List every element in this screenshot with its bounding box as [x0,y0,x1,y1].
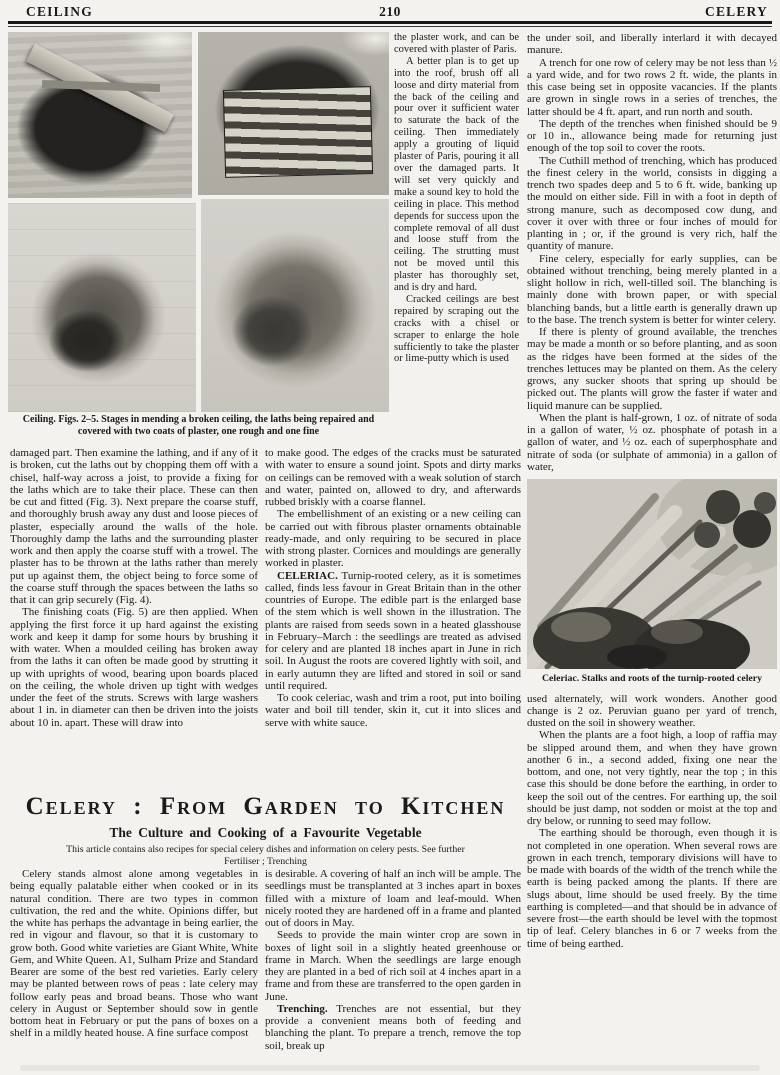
paragraph: The finishing coats (Fig. 5) are then applied. When applying the first force it up hard against the existing work and keep it damp for some hours by brushing it with water. When a moulded ceiling has broken away from the laths it can often be made good by strutting it up with uprights of wood, bearing upon boards placed on the ceiling, the whole driven up tight with wedges under the feet of the struts. Screws with large washers about 1 in. in diameter can then be driven into the joists about 10 in. apart. These will draw into [10,606,258,729]
article-note-line1: This article contains also recipes for special celery dishes and information on celery pests. See further [66,844,465,855]
laths-stripes-shape [223,86,373,178]
figure-3-new-laths-photo [198,32,389,195]
paragraph: The embellishment of an existing or a new ceiling can be carried out with fibrous plaster ornaments obtainable ready-made, and only requiring to be secured in place with strong plaster. Cornices and mouldings are generally worked in plaster. [265,508,521,570]
page-number: 210 [379,4,401,19]
column-middle [265,447,521,729]
article-note-line2: Fertiliser ; Trenching [224,855,307,867]
header-rule-thin [8,26,772,27]
ceiling-figures-block [8,32,389,412]
page-bottom-shadow [20,1065,760,1071]
celery-article-heading [10,793,521,867]
trenching-paragraph [265,1003,521,1052]
paragraph: Celery stands almost alone among vegetables in being equally palatable either when cooked or in its natural condition. There are two types in common cultivation, the red and the white. Opinions differ, but the white has perhaps the advantage in being earlier, the red in vigour and flavour, so that it is customary to grow both. Good white varieties are Giant White, White Gem, and White Queen. A1, Sulham Prize and Standard Bearer are some of the best red varieties. Early celery may be planted between rows of peas : late celery may follow early peas and broad beans. Those who want celery in August or September should sow in gentle bottom heat in February or put the pans of boxes on a shelf in a mildly heated house. A fine surface compost [10,868,258,1040]
entry-text: Trenches are not essential, but they provide a convenient means both of feeding and blanching the plant. To prepare a trench, remove the top soil, break up [265,1002,521,1052]
column-narrow [394,32,519,365]
paragraph: Cracked ceilings are best repaired by scraping out the cracks with a chisel or scraper to enlarge the hole sufficiently to take the plaster or lime-putty which is used [394,293,519,365]
entry-term-trenching: Trenching. [277,1002,328,1015]
celeriac-caption: Celeriac. Stalks and roots of the turnip-rooted celery [541,673,763,684]
entry-text: Turnip-rooted celery, as it is sometimes called, finds less favour in Great Britain than in the other countries of Europe. The edible part is the enlarged base of the stem which is well shown in the illustration. The plants are raised from seeds sown in a heated glasshouse in February–March : the seedlings are treated as advised for celery and are planted 18 inches apart in June in rich soil. In August the roots are covered lightly with soil, and in early autumn they are lifted and stored in soil or sand until required. [265,569,521,692]
entry-term-celeriac: CELERIAC. [277,569,338,582]
celeriac-entry-paragraph [265,570,521,693]
paragraph: the under soil, and liberally interlard it with decayed manure. [527,32,777,57]
paragraph: used alternately, will work wonders. Another good change is 2 oz. Peruvian guano per yard of trench, dusted on the soil in showery weather. [527,692,777,729]
running-head-right: CELERY [705,4,768,19]
ceiling-figure-caption: Ceiling. Figs. 2–5. Stages in mending a broken ceiling, the laths being repaired and covered with two coats of plaster, one rough and one fine [22,414,375,437]
paragraph: damaged part. Then examine the lathing, and if any of it is broken, cut the laths out by chopping them off with a chisel, half-way across a joist, to provide a fixing for the laths which are to take their place. These can then be cut and fitted (Fig. 3). Next prepare the coarse stuff, and thoroughly brush away any dust and loose pieces of plaster, especially around the walls of the hole. Thoroughly damp the laths and the surrounding plaster work and then apply the coarse stuff with a trowel. The plaster has to be thrown at the laths rather than merely put up against them, the object being to force some of the coarse stuff through the spaces between the laths so that it can grip securely (Fig. 4). [10,447,258,606]
column-left [10,447,258,729]
paragraph: is desirable. A covering of half an inch will be ample. The seedlings must be transplanted at 3 inches apart in boxes filled with a mixture of loam and leaf-mould. When nicely rooted they are hardened off in a frame and planted out of doors in May. [265,868,521,929]
paragraph: the plaster work, and can be covered with plaster of Paris. [394,32,519,55]
paragraph: to make good. The edges of the cracks must be saturated with water to ensure a sound joint. Spots and dirty marks on ceilings can be removed with a weak solution of starch and water, painted on, allowed to dry, and afterwards rubbed briskly with a coarse flannel. [265,447,521,508]
paragraph: When the plant is half-grown, 1 oz. of nitrate of soda in a gallon of water, ½ oz. phosphate of potash in a gallon of water, and ½ oz. each of superphosphate and nitrate of soda (or sulphate of ammonia) in a gallon of water, [527,411,777,473]
paragraph: A trench for one row of celery may be not less than ½ a yard wide, and for two rows 2 ft. wide, the plants in this case being set in opposite vacancies. If the plants are grown in single rows in a series of trenches, the latter should be 4 ft. apart, and run north and south. [527,56,777,118]
figure-5-fine-coat-photo [201,199,389,412]
paragraph: Seeds to provide the main winter crop are sown in boxes of light soil in a slightly heated greenhouse or frame in March. When the seedlings are large enough they are planted in a bed of rich soil at 4 inches apart in a frame and from these are transferred to the open garden in June. [265,929,521,1003]
article-note [10,844,521,867]
paragraph: When the plants are a foot high, a loop of raffia may be slipped around them, and when they have grown another 6 in., a second added, fixing one near the bottom, and one, not very tightly, near the top ; in this case this should be done before the earthing, in order to keep the soil out of the centres. For earthing up, the soil should be just damp, not sodden or moist at the top and dry below, or running to seed may follow. [527,729,777,827]
paragraph: Fine celery, especially for early supplies, can be obtained without trenching, being merely planted in a slight hollow in rich, well-tilled soil. The blanching is mainly done with brown paper, or with special blanching bands, but a little earth is generally drawn up to the base. The trench system is better for winter celery. [527,252,777,326]
figure-2-broken-ceiling-photo [8,32,192,198]
paragraph: The earthing should be thorough, even though it is not completed in one operation. When several rows are grown in each trench, temporary divisions will have to be made with boards of the width of the trench while the earth is being packed among the plants. If there are slugs about, lime should be used freely. By the time earthing is completed—and that should be in advance of severe frost—the earth should be level with the topmost tip of leaf. Celery blanches in 6 or 7 weeks from the time of being earthed. [527,827,777,950]
article-subtitle: The Culture and Cooking of a Favourite Vegetable [109,825,422,840]
figure-4-rough-coat-photo [8,203,196,412]
celeriac-photo [527,479,777,669]
celeriac-figure [527,479,777,685]
column-bottom-middle [265,868,521,1052]
paragraph: A better plan is to get up into the roof, brush off all loose and dirty material from the back of the ceiling and pour over it sufficient water to saturate the back of the ceiling. Then immediately apply a grouting of liquid plaster of Paris, pouring it all over the damaged parts. It will set very quickly and make a sound key to hold the ceiling in place. This method depends for success upon the complete removal of all dust and loose stuff from the ceiling. The strutting must not be moved until this plaster has thoroughly set, and is dry and hard. [394,55,519,294]
column-bottom-left [10,868,258,1040]
column-right [527,32,777,950]
paragraph: The depth of the trenches when finished should be 9 or 10 in., allowance being made for returning just enough of the top soil to cover the roots. [527,117,777,155]
running-head-left: CEILING [26,4,93,19]
header-rule-thick [8,21,772,24]
paragraph: If there is plenty of ground available, the trenches may be made a month or so before planting, and as soon as the ridges have been formed at the sides of the trenches lettuces may be planted on them. As the celery grows, any sucker shoots that spring up should be picked out. The plants will grow the faster if water and liquid manure can be supplied. [527,326,777,412]
paragraph: To cook celeriac, wash and trim a root, put into boiling water and boil till tender, skin it, cut it into slices and serve with white sauce. [265,692,521,729]
paragraph: The Cuthill method of trenching, which has produced the finest celery in the world, consists in digging a trench two spades deep and 5 to 6 ft. wide, banking up the mould on either side. Fill in with a foot in depth of strong manure, such as decomposed cow dung, and cover it over with three or four inches of mould for planting in ; or, if the ground is very rich, half the quantity of manure. [527,154,777,253]
article-title: Celery : From Garden to Kitchen [25,793,506,820]
